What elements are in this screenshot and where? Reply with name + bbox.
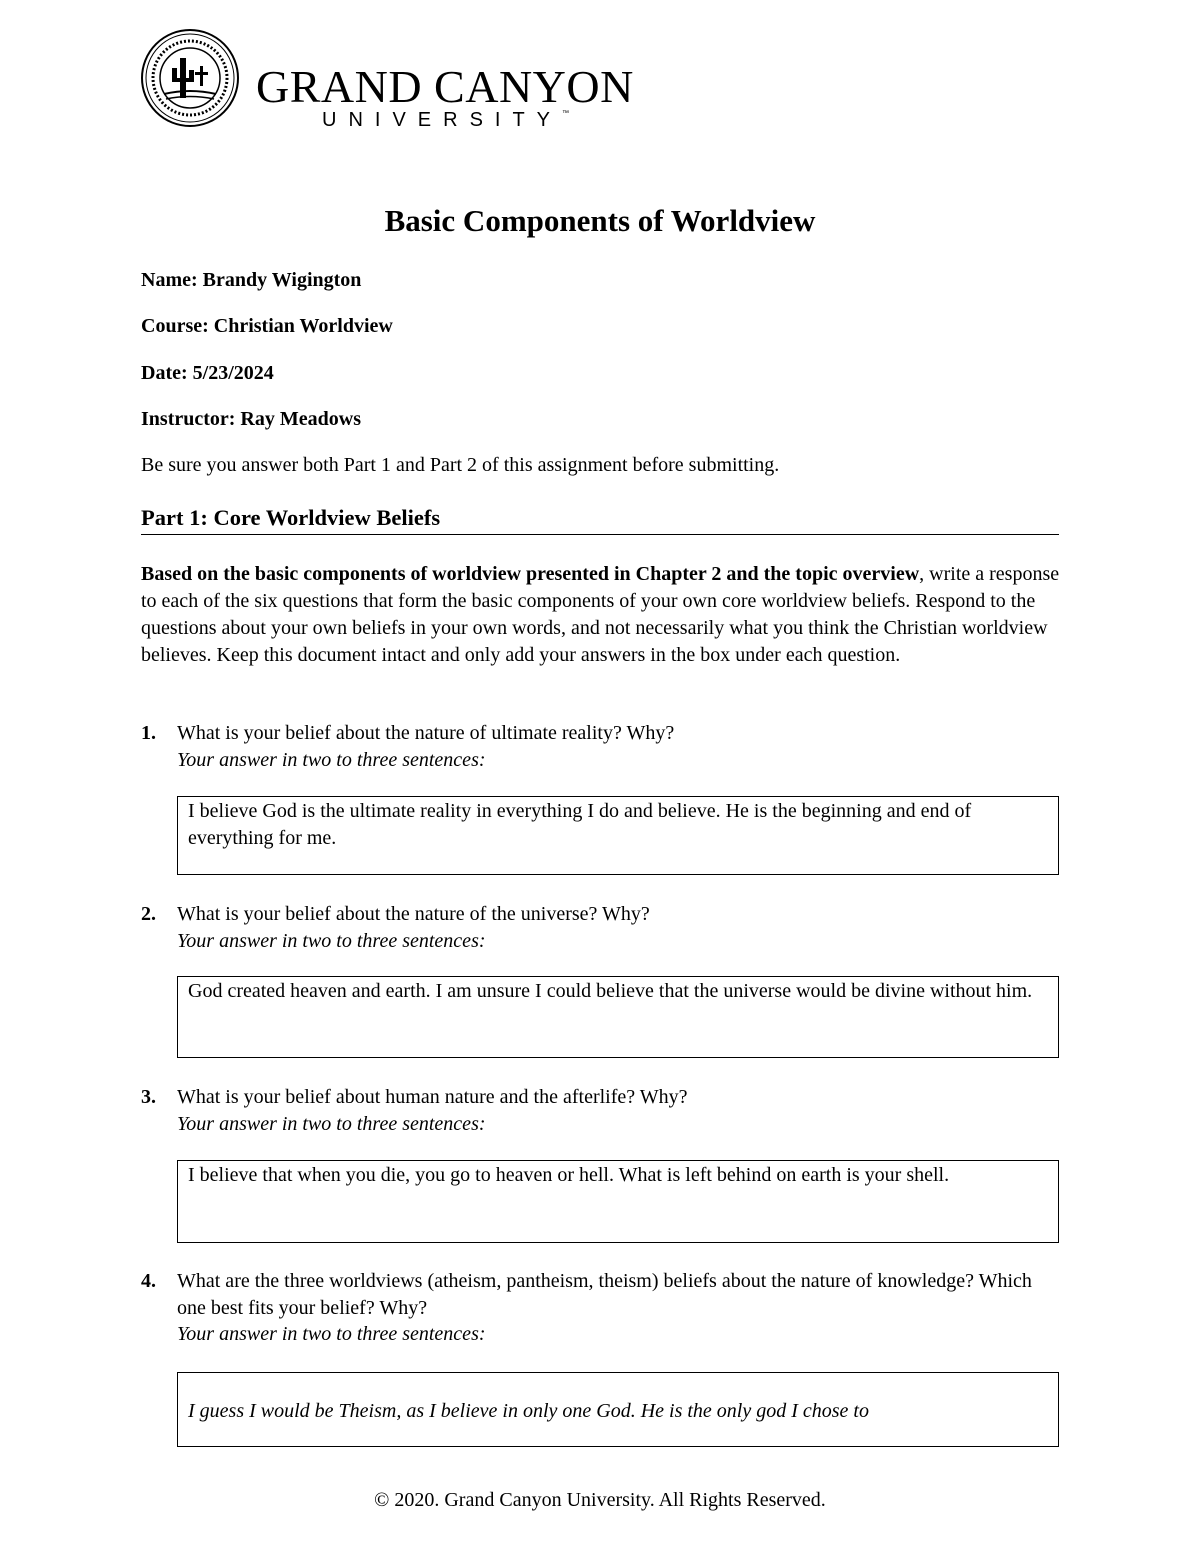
question-1	[141, 720, 1061, 776]
part-1-intro-bold: Based on the basic components of worldview presented in Chapter 2 and the topic overview	[141, 563, 920, 585]
answer-box-3[interactable]	[177, 1160, 1059, 1243]
question-hint: Your answer in two to three sentences:	[177, 748, 486, 771]
question-text: What is your belief about the nature of the universe? Why?	[177, 903, 650, 925]
student-name: Name: Brandy Wigington	[141, 269, 362, 291]
answer-text: I believe that when you die, you go to heaven or hell. What is left behind on earth is your shell.	[188, 1164, 950, 1186]
question-number: 2.	[141, 903, 156, 925]
answer-text: I believe God is the ultimate reality in everything I do and believe. He is the beginning and end of everything for me.	[188, 800, 972, 849]
part-1-intro	[141, 561, 1063, 669]
question-4	[141, 1268, 1061, 1350]
course-name: Course: Christian Worldview	[141, 315, 393, 337]
document-title: Basic Components of Worldview	[384, 203, 816, 238]
question-text: What is your belief about the nature of ultimate reality? Why?	[177, 722, 675, 744]
question-text: What is your belief about human nature and the afterlife? Why?	[177, 1086, 688, 1108]
logo-wordmark-university: UNIVERSITY™	[322, 109, 570, 131]
part-1-intro-rest: , write a response to each of the six questions that form the basic components of your own core worldview beliefs. Respond to the questions about your own beliefs in your own words, and not necessarily what you think the Christian worldview believes. Keep this document intact and only add your answers in the box under each question.	[141, 563, 1060, 666]
question-text: What are the three worldviews (atheism, pantheism, theism) beliefs about the nature of knowledge? Which one best fits your belief? Why?	[177, 1270, 1032, 1319]
submission-instruction: Be sure you answer both Part 1 and Part 2 of this assignment before submitting.	[141, 454, 780, 476]
question-3	[141, 1084, 1061, 1140]
question-number: 4.	[141, 1270, 156, 1292]
answer-text: God created heaven and earth. I am unsure I could believe that the universe would be divine without him.	[188, 980, 1033, 1002]
question-number: 3.	[141, 1086, 156, 1108]
answer-box-2[interactable]	[177, 976, 1059, 1058]
answer-box-4[interactable]	[177, 1372, 1059, 1447]
answer-text: I guess I would be Theism, as I believe in only one God. He is the only god I chose to	[188, 1400, 869, 1422]
university-seal-icon	[140, 28, 240, 128]
instructor-name: Instructor: Ray Meadows	[141, 408, 361, 430]
university-logo	[140, 28, 634, 136]
part-1-heading: Part 1: Core Worldview Beliefs	[141, 504, 1059, 535]
question-hint: Your answer in two to three sentences:	[177, 1323, 486, 1345]
question-number: 1.	[141, 722, 156, 744]
question-hint: Your answer in two to three sentences:	[177, 1112, 486, 1135]
submission-date: Date: 5/23/2024	[141, 362, 274, 384]
question-2	[141, 901, 1061, 957]
logo-wordmark-grand-canyon: GRAND CANYON	[256, 61, 634, 112]
copyright-footer: © 2020. Grand Canyon University. All Rights Reserved.	[374, 1489, 826, 1511]
question-hint: Your answer in two to three sentences:	[177, 929, 486, 952]
answer-box-1[interactable]	[177, 796, 1059, 875]
